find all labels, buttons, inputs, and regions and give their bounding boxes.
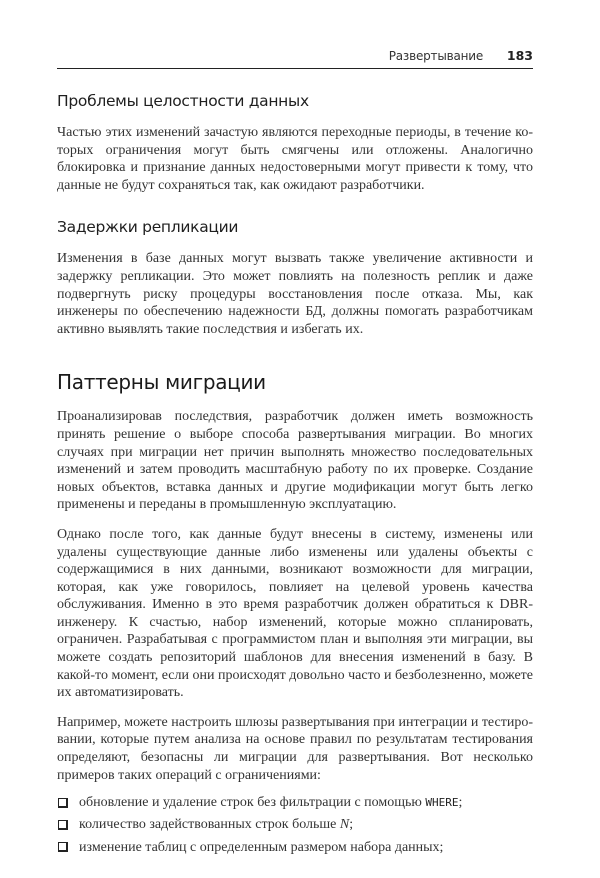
list-item-label: количество задействованных строк больше (79, 817, 340, 833)
paragraph: Изменения в базе данных могут вызвать также увеличение активности и задержку репликации. Это может повлиять на полезность реплик и даже подвергнуть риску процедуры восстановления после отказа. Мы, как инженеры по обеспечению надежности БД, должны помогать разработчикам активно выявлять такие последствия и избегать их. (57, 251, 533, 337)
paragraph: Однако после того, как данные будут внесены в систему, изменены или удалены существующие данные либо изменены или удалены объекты с содержащимися в них данными, возникают возможности для миграции, которая, как уже говорилось, повлияет на целевой уровень качества обслуживания. Именно в это время разработчик должен обратиться к DBR-инженеру. К счастью, набор изменений, которые можно спланировать, ограничен. Разрабатывая с программистом план и выполняя эти миграции, вы можете создать репозиторий шаблонов для внесения изменений в базу. В какой-то момент, если они происходят довольно часто и безболезненно, можете их автоматизировать. (57, 526, 533, 701)
paragraph: Например, можете настроить шлюзы развертывания при интеграции и тестировании, которые путем анализа на основе правил по результатам тестирования определяют, безопасны ли миграции для развертывания. Вот несколько примеров таких операций с ограничениями: (57, 714, 533, 783)
checkbox-bullet-icon (58, 798, 68, 808)
list-item (57, 839, 533, 857)
list-item-suffix: ; (458, 795, 463, 811)
list-item (57, 794, 533, 812)
list-item-text (79, 816, 353, 834)
page-number: 183 (506, 48, 533, 63)
checkbox-bullet-icon (58, 842, 68, 852)
list-item-text (79, 794, 462, 812)
paragraph: Проанализировав последствия, разработчик должен иметь возможность принять решение о выборе способа развертывания миграции. Во многих случаях при миграции нет причин выполнять множество последовательных изменений и затем проводить масштабную работу по их проверке. Создание новых объектов, вставка данных и другие модификации могут быть легко применены и переданы в промышленную эксплуатацию. (57, 409, 533, 513)
section-heading: Задержки репликации (57, 218, 239, 237)
section-replication-lag (57, 216, 533, 338)
page-content (57, 90, 533, 878)
list-item (57, 816, 533, 834)
variable-n: N (339, 817, 350, 833)
running-header-section-title: Развертывание (388, 49, 484, 63)
section-heading: Проблемы целостности данных (57, 92, 309, 110)
checkbox-bullet-icon (58, 820, 68, 830)
paragraph: Частью этих изменений зачастую являются переходные периоды, в течение которых ограничения могут быть смягчены или отложены. Аналогично блокировка и признание данных недостоверными могут привести к тому, что данные не будут сохраняться так, как ожидают разработчики. (57, 125, 533, 193)
section-migration-patterns (57, 368, 533, 856)
section-integrity (57, 90, 533, 194)
list-item-suffix: ; (349, 817, 354, 833)
spacer (57, 360, 533, 368)
inline-code: WHERE (425, 796, 459, 810)
list-item-label: изменение таблиц с определенным размером набора данных; (79, 839, 444, 855)
running-header (57, 48, 533, 69)
list-item-label: обновление и удаление строк без фильтрации с помощью (79, 795, 426, 811)
restricted-operations-list (57, 794, 533, 856)
chapter-heading: Паттерны миграции (57, 370, 266, 395)
